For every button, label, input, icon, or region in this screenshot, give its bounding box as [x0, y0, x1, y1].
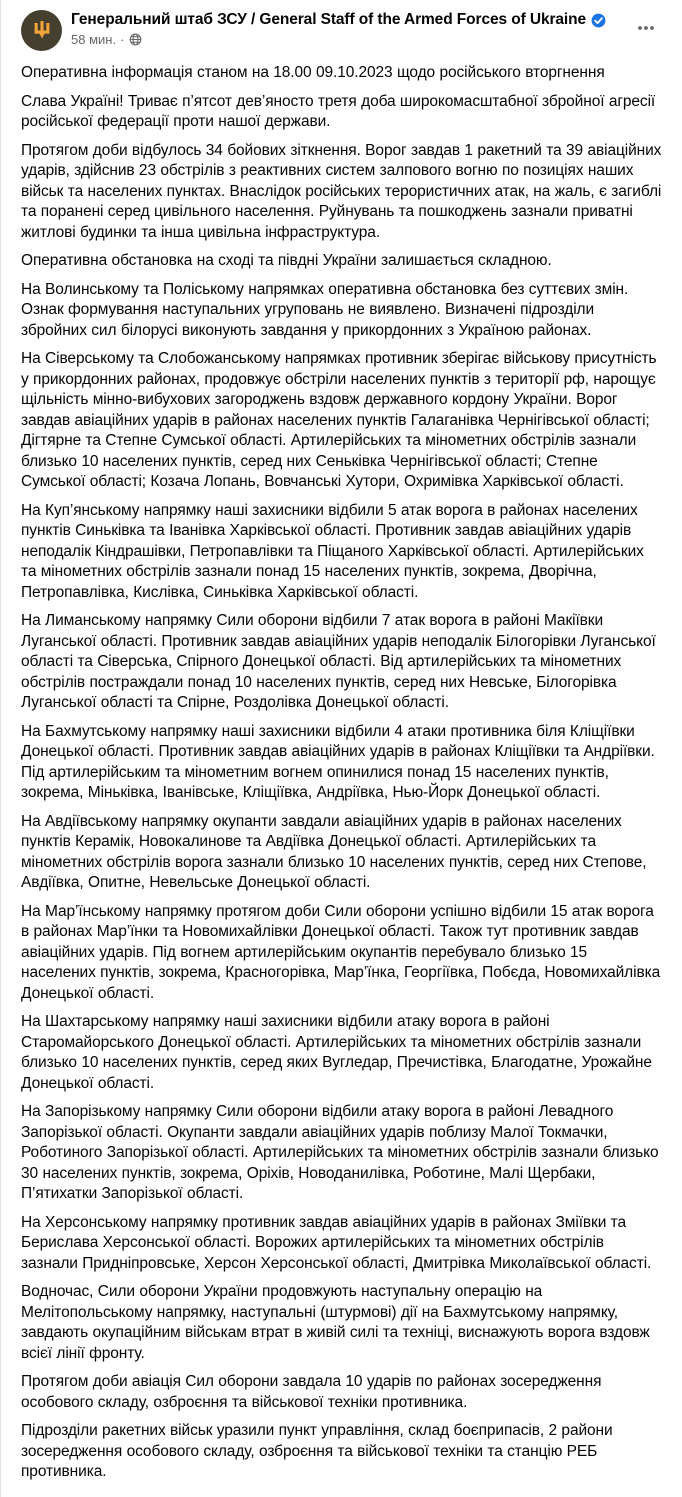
meta-separator: ·	[120, 32, 125, 47]
trident-emblem-icon	[30, 19, 54, 43]
post-paragraph: На Шахтарському напрямку наші захисники відбили атаку ворога в районі Старомайорського Донецької області. Артилерійських та мінометних обстрілів зазнали близько 10 населених пунктів, серед яких Вугледар, Пречистівка, Благодатне, Урожайне Донецької області.	[21, 1013, 652, 1092]
post-paragraph: На Куп’янському напрямку наші захисники відбили 5 атак ворога в районах населених пунктів Синьківка та Іванівка Харківської області. Противник завдав авіаційних ударів неподалік Кіндрашівки, Петропавлівки та Піщаного Харківської області. Артилерійських та мінометних обстрілів зазнали понад 15 населених пунктів, зокрема, Дворічна, Петропавлівка, Кислівка, Синьківка Харківської області.	[21, 501, 644, 601]
page-avatar[interactable]	[21, 10, 62, 51]
post-paragraph: На Авдіївському напрямку окупанти завдали авіаційних ударів в районах населених пунктів Керамік, Новокалинове та Авдіївка Донецької області. Артилерійських та мінометних обстрілів ворога зазнали близько 10 населених пунктів, серед них Степове, Авдіївка, Опитне, Невельське Донецької області.	[21, 812, 647, 891]
post-timestamp[interactable]: 58 мин.	[71, 32, 117, 47]
post-paragraph: На Сіверському та Слобожанському напрямках противник зберігає військову присутність у прикордонних районах, продовжує обстріли населених пунктів з території рф, нарощує щільність мінно-вибухових загороджень вздовж державного кордону України. Ворог завдав авіаційних ударів в районах населених пунктів Галаганівка Чернігівської області; Дігтярне та Степне Сумської області. Артилерійських та мінометних обстрілів зазнали близько 10 населених пунктів, серед них Сеньківка Чернігівської області; Степне Сумської області; Козача Лопань, Вовчанські Хутори, Охримівка Харківської області.	[21, 350, 657, 490]
post-paragraph: Оперативна обстановка на сході та півдні України залишається складною.	[21, 252, 552, 269]
more-options-icon	[636, 18, 656, 38]
post-body-text	[21, 63, 662, 1483]
post-paragraph: На Запорізькому напрямку Сили оборони відбили атаку ворога в районі Левадного Запорізької області. Окупанти завдали авіаційних ударів поблизу Малої Токмачки, Роботиного Запорізької області. Артилерійських та мінометних обстрілів зазнали близько 30 населених пунктів, зокрема, Оріхів, Новоданилівка, Роботине, Малі Щербаки, П’ятихатки Запорізької області.	[21, 1103, 659, 1202]
post-paragraph: На Лиманському напрямку Сили оборони відбили 7 атак ворога в районі Макіївки Луганської області. Противник завдав авіаційних ударів неподалік Білогорівки Луганської області та Сіверська, Спірного Донецької області. Від артилерійських та мінометних обстрілів постраждали понад 10 населених пунктів, серед них Невське, Білогорівка Луганської області та Спірне, Роздолівка Донецької області.	[21, 612, 656, 711]
page-name-link[interactable]: Генеральний штаб ЗСУ / General Staff of the Armed Forces of Ukraine	[71, 11, 587, 28]
post-paragraph: Протягом доби відбулось 34 бойових зіткнення. Ворог завдав 1 ракетний та 39 авіаційних ударів, здійснив 23 обстрілів з реактивних систем залпового вогню по позиціях наших військ та населених пунктах. Внаслідок російських терористичних атак, на жаль, є загиблі та поранені серед цивільного населення. Руйнувань та пошкоджень зазнали приватні житлові будинки та інша цивільна інфраструктура.	[21, 141, 662, 241]
post-header	[21, 10, 662, 51]
verified-badge-icon	[591, 13, 606, 28]
post-paragraph: На Херсонському напрямку противник завдав авіаційних ударів в районах Зміївки та Берислава Херсонської області. Ворожих артилерійських та мінометних обстрілів зазнали Придніпровське, Херсон Херсонської області, Дмитрівка Миколаївської області.	[21, 1213, 652, 1272]
post-options-button[interactable]	[630, 12, 662, 44]
post-paragraph: Водночас, Сили оборони України продовжують наступальну операцію на Мелітопольському напрямку, наступальні (штурмові) дії на Бахмутському напрямку, завдають окупаційним військам втрат в живій силі та техніці, виснажують ворога вздовж всієї лінії фронту.	[21, 1283, 650, 1362]
post-meta-row	[71, 32, 630, 47]
post-paragraph: Слава Україні! Триває п’ятсот дев’яносто третя доба широкомасштабної збройної агресії російської федерації проти нашої держави.	[21, 92, 656, 130]
post-paragraph: На Мар’їнському напрямку протягом доби Сили оборони успішно відбили 15 атак ворога в районах Мар’їнки та Новомихайлівки Донецької області. Також тут противник завдав авіаційних ударів. Під вогнем артилерійським окупантів перебувало близько 15 населених пунктів, зокрема, Красногорівка, Мар’їнка, Георгіївка, Побєда, Новомихайлівка Донецької області.	[21, 902, 661, 1002]
post-paragraph: Підрозділи ракетних військ уразили пункт управління, склад боєприпасів, 2 райони зосередження особового складу, озброєння та військової техніки та станцію РЕБ противника.	[21, 1422, 613, 1480]
globe-audience-icon	[129, 33, 142, 46]
post-paragraph: На Бахмутському напрямку наші захисники відбили 4 атаки противника біля Кліщіївки Донецької області. Противник завдав авіаційних ударів в районах Кліщіївки та Андріївки. Під артилерійським та мінометним вогнем опинилися понад 15 населених пунктів, зокрема, Міньківка, Іванівське, Кліщіївка, Андріївка, Нью-Йорк Донецької області.	[21, 722, 655, 801]
post-paragraph: Протягом доби авіація Сил оборони завдала 10 ударів по районах зосередження особового складу, озброєння та військової техніки противника.	[21, 1373, 602, 1411]
post-header-text	[71, 10, 630, 47]
post-paragraph: Оперативна інформація станом на 18.00 09.10.2023 щодо російського вторгнення	[21, 64, 605, 81]
post-paragraph: На Волинському та Поліському напрямках оперативна обстановка без суттєвих змін. Ознак формування наступальних угруповань не виявлено. Визначені підрозділи збройних сил білорусі виконують завдання у прикордонних з Україною районах.	[21, 280, 629, 339]
